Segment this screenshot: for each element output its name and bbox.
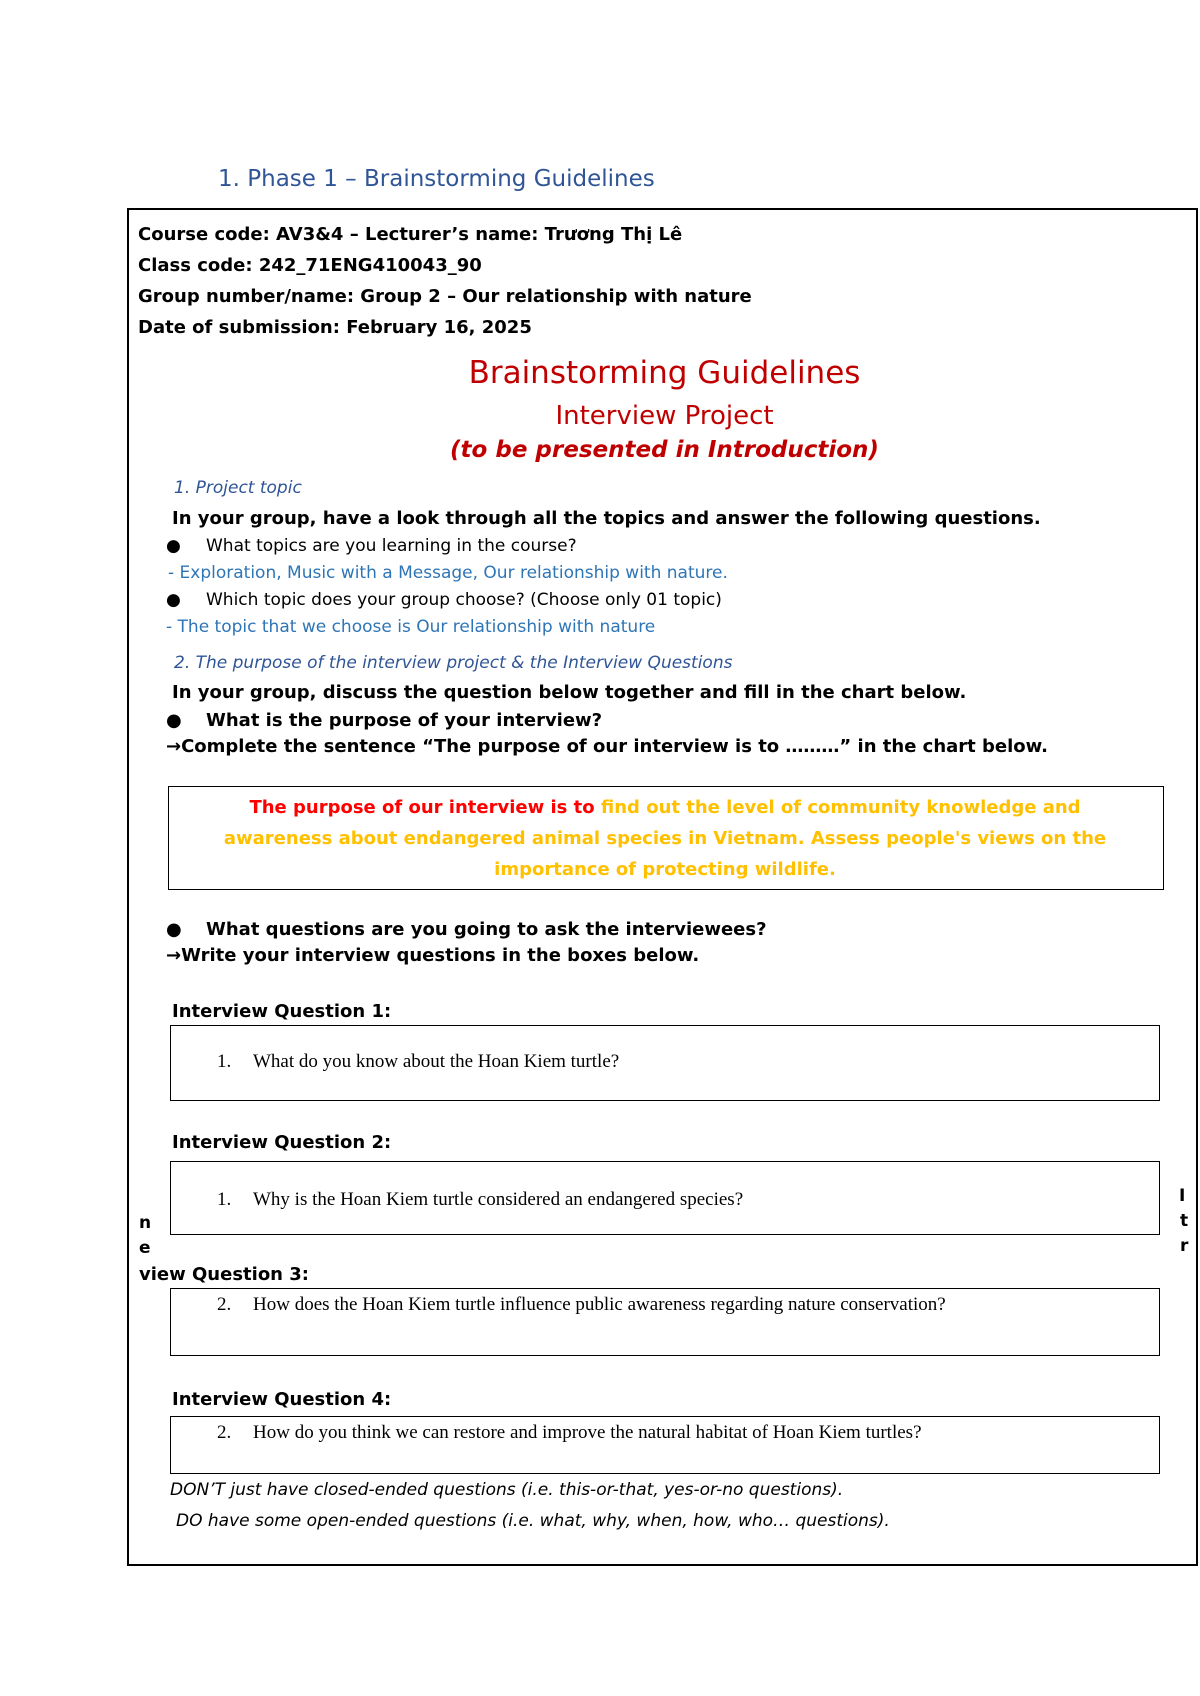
section-1-bullet-1: [166, 536, 577, 556]
question-4-text: [217, 1422, 922, 1444]
bullet-text: What topics are you learning in the course?: [206, 536, 577, 556]
section-1-answer-1: - Exploration, Music with a Message, Our relationship with nature.: [168, 563, 728, 583]
purpose-text: [200, 792, 1130, 885]
question-content: How do you think we can restore and improve the natural habitat of Hoan Kiem turtles?: [253, 1422, 922, 1443]
question-1-text: [217, 1051, 619, 1073]
question-content: What do you know about the Hoan Kiem turtle?: [253, 1051, 620, 1072]
question-3-label: view Question 3:: [139, 1264, 309, 1285]
question-3-text: [217, 1294, 946, 1316]
question-4-box: [170, 1416, 1160, 1474]
stray-letter: r: [1180, 1236, 1189, 1256]
stray-letter: n: [139, 1213, 152, 1233]
bullet-icon: ●: [166, 919, 182, 940]
section-2-arrow-1: →Complete the sentence “The purpose of our interview is to ………” in the chart below.: [166, 736, 1048, 757]
footer-note-2: DO have some open-ended questions (i.e. what, why, when, how, who… questions).: [176, 1511, 890, 1531]
question-number: 2.: [217, 1422, 232, 1443]
date-line: Date of submission: February 16, 2025: [138, 317, 532, 338]
bullet-text: What questions are you going to ask the interviewees?: [206, 919, 767, 940]
question-content: Why is the Hoan Kiem turtle considered an endangered species?: [253, 1189, 744, 1210]
bullet-text: Which topic does your group choose? (Choose only 01 topic): [206, 590, 722, 610]
section-2-heading: 2. The purpose of the interview project & the Interview Questions: [174, 653, 733, 673]
section-2-arrow-2: →Write your interview questions in the boxes below.: [166, 945, 700, 966]
bullet-text: What is the purpose of your interview?: [206, 710, 603, 731]
document-title: Brainstorming Guidelines: [468, 355, 861, 391]
class-code-line: Class code: 242_71ENG410043_90: [138, 255, 482, 276]
question-4-label: Interview Question 4:: [172, 1389, 392, 1410]
question-2-label: Interview Question 2:: [172, 1132, 392, 1153]
question-2-text: [217, 1189, 743, 1211]
purpose-body: find out the level of community knowledge and awareness about endangered animal species in Vietnam. Assess people's views on the importance of protecting wildlife.: [223, 797, 1107, 880]
stray-letter: I: [1179, 1186, 1186, 1206]
question-content: How does the Hoan Kiem turtle influence public awareness regarding nature conservation?: [253, 1294, 946, 1315]
section-1-answer-2: - The topic that we choose is Our relationship with nature: [166, 617, 656, 637]
phase-heading: 1. Phase 1 – Brainstorming Guidelines: [218, 166, 655, 192]
question-2-box: [170, 1161, 1160, 1235]
question-number: 1.: [217, 1189, 232, 1210]
section-2-bullet-1: [166, 710, 602, 731]
section-2-bullet-2: [166, 919, 767, 940]
stray-letter: t: [1180, 1211, 1189, 1231]
section-2-instruction: In your group, discuss the question below together and fill in the chart below.: [172, 682, 967, 703]
question-1-box: [170, 1025, 1160, 1101]
stray-letter: e: [139, 1238, 151, 1258]
section-1-instruction: In your group, have a look through all the topics and answer the following questions.: [172, 508, 1041, 529]
footer-note-1: DON’T just have closed-ended questions (i.e. this-or-that, yes-or-no questions).: [170, 1480, 844, 1500]
group-line: Group number/name: Group 2 – Our relationship with nature: [138, 286, 752, 307]
question-3-box: [170, 1288, 1160, 1356]
purpose-lead: The purpose of our interview is to: [249, 797, 601, 818]
course-line: Course code: AV3&4 – Lecturer’s name: Trương Thị Lê: [138, 224, 683, 245]
question-number: 1.: [217, 1051, 232, 1072]
bullet-icon: ●: [166, 710, 182, 731]
bullet-icon: ●: [166, 536, 181, 556]
document-note: (to be presented in Introduction): [450, 437, 879, 463]
question-1-label: Interview Question 1:: [172, 1001, 392, 1022]
section-1-bullet-2: [166, 590, 722, 610]
bullet-icon: ●: [166, 590, 181, 610]
document-subtitle: Interview Project: [555, 401, 774, 431]
question-number: 2.: [217, 1294, 232, 1315]
section-1-heading: 1. Project topic: [174, 478, 302, 498]
